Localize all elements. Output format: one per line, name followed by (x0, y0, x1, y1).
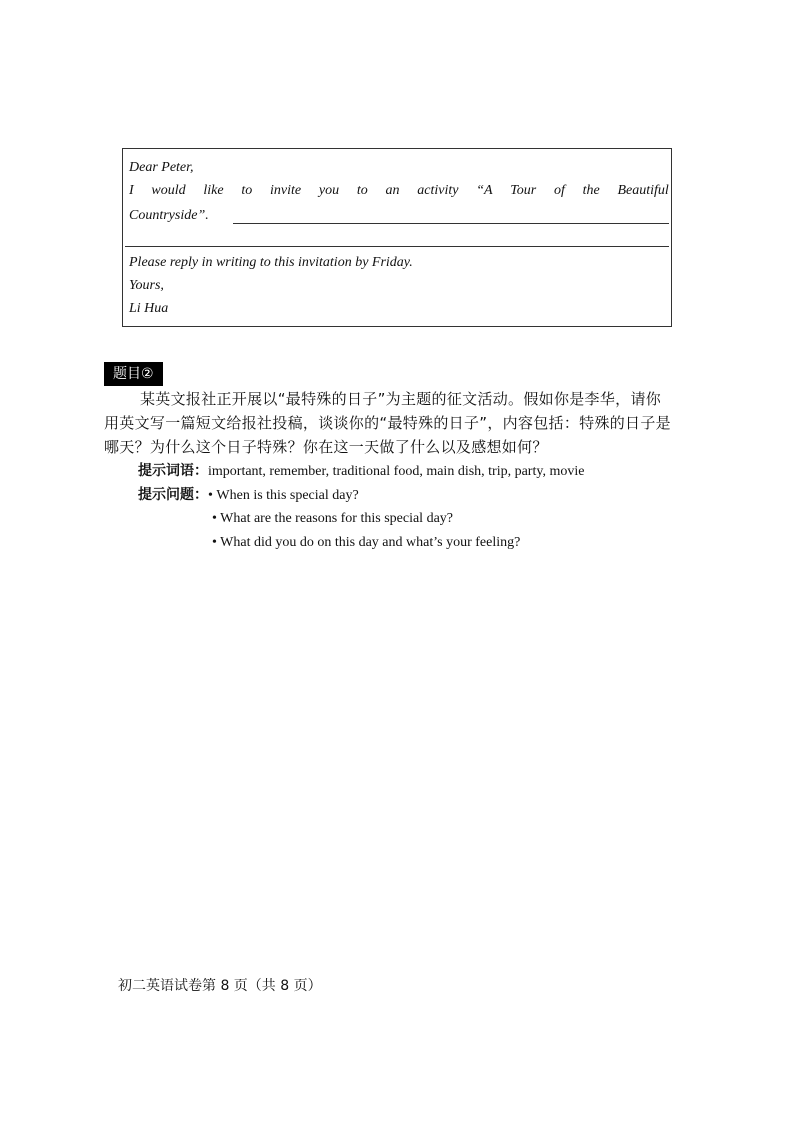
letter-word: activity (417, 183, 459, 198)
letter-greeting: Dear Peter, (129, 160, 194, 175)
hint-question: • What did you do on this day and what’s your feeling? (212, 535, 521, 550)
hint-words-row (138, 460, 584, 483)
question-paragraph-line: 用英文写一篇短文给报社投稿，谈谈你的“最特殊的日子”，内容包括：特殊的日子是 (104, 414, 671, 432)
letter-word: to (356, 183, 368, 198)
letter-word: an (385, 183, 400, 198)
letter-line-1 (129, 182, 669, 200)
letter-word: invite (270, 183, 302, 198)
hint-question: • What are the reasons for this special day? (212, 511, 453, 526)
hint-words: important, remember, traditional food, main dish, trip, party, movie (208, 464, 585, 479)
letter-word: like (203, 183, 224, 198)
letter-word: of (553, 183, 565, 198)
writing-blank-line (233, 223, 669, 224)
page-footer: 初二英语试卷第 8 页（共 8 页） (118, 978, 322, 994)
question-paragraph-line: 哪天？为什么这个日子特殊？你在这一天做了什么以及感想如何？ (104, 438, 548, 456)
letter-word: Beautiful (617, 183, 669, 198)
letter-line-2: Countryside”. (129, 208, 209, 223)
letter-template-box (122, 148, 672, 327)
hint-questions-row (138, 484, 359, 507)
letter-word: the (582, 183, 600, 198)
letter-signature: Li Hua (129, 301, 169, 316)
letter-word: Tour (510, 183, 537, 198)
hint-words-label: 提示词语： (138, 463, 208, 479)
letter-closing: Yours, (129, 278, 164, 293)
letter-word: to (241, 183, 253, 198)
question-paragraph-line: 某英文报社正开展以“最特殊的日子”为主题的征文活动。假如你是李华，请你 (140, 390, 662, 408)
letter-word: I (129, 183, 134, 198)
letter-word: “A (476, 183, 493, 198)
letter-word: would (151, 183, 186, 198)
hint-question: • When is this special day? (208, 488, 359, 503)
letter-reply-line: Please reply in writing to this invitation by Friday. (129, 255, 413, 270)
hint-questions-label: 提示问题： (138, 487, 208, 503)
question-label: 题目② (104, 362, 163, 386)
letter-word: you (318, 183, 340, 198)
writing-blank-line (125, 246, 669, 247)
